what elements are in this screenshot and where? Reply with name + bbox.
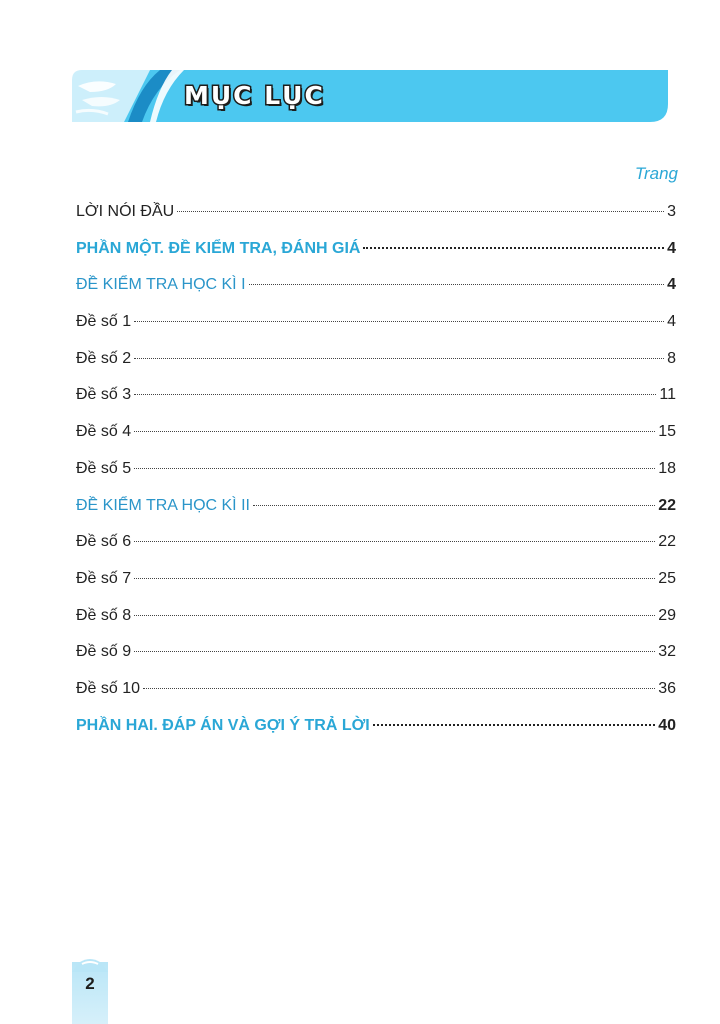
dot-leader [363,247,664,249]
dot-leader [177,211,664,212]
toc-entry-title: ĐỀ KIỂM TRA HỌC KÌ I [76,276,246,294]
toc-entry [76,602,676,639]
toc-entry [76,235,676,272]
dot-leader [253,505,655,506]
toc-entry-page: 4 [667,276,676,294]
dot-leader [143,688,655,689]
dot-leader [134,431,655,432]
dot-leader [134,615,655,616]
toc-entry [76,271,676,308]
toc-entry [76,565,676,602]
toc-entry [76,492,676,529]
toc-entry [76,528,676,565]
toc-entry-page: 22 [658,533,676,551]
page-title: MỤC LỤC [184,81,325,110]
toc-entry-title: Đề số 2 [76,349,132,367]
header-banner [72,70,668,122]
toc-entry-page: 3 [667,203,676,220]
toc-entry-title: Đề số 3 [76,386,132,404]
page-column-label: Trang [634,164,678,183]
tab-notch-shape [72,958,108,972]
toc-entry-page: 8 [667,349,676,367]
toc-entry-page: 25 [658,569,676,587]
toc-entry-page: 4 [667,313,676,331]
toc-entry-page: 22 [658,496,676,514]
toc-entry [76,418,676,455]
page-number: 2 [85,974,95,993]
toc-entry-title: Đề số 6 [76,533,132,551]
toc-entry-title: Đề số 9 [76,643,132,661]
toc-entry [76,455,676,492]
toc-entry-title: Đề số 10 [76,679,141,697]
toc-entry-title: Đề số 5 [76,459,132,477]
toc-entry-page: 40 [658,716,676,734]
toc-entry-title: Đề số 4 [76,423,132,441]
dot-leader [134,394,656,395]
toc-entry [76,675,676,712]
toc-entry [76,345,676,382]
toc-entry-title: LỜI NÓI ĐẦU [76,203,175,220]
toc-entry-title: PHẦN MỘT. ĐỀ KIỂM TRA, ĐÁNH GIÁ [76,239,361,257]
toc-entry [76,198,676,235]
dot-leader [373,724,656,726]
toc-entry-title: Đề số 7 [76,569,132,587]
dot-leader [134,541,655,542]
toc-entry-title: PHẦN HAI. ĐÁP ÁN VÀ GỢI Ý TRẢ LỜI [76,716,370,734]
dot-leader [134,468,655,469]
toc-entry [76,308,676,345]
dot-leader [134,358,664,359]
dot-leader [134,651,655,652]
dot-leader [134,321,664,322]
dot-leader [134,578,655,579]
table-of-contents [76,198,676,748]
toc-entry-title: Đề số 8 [76,606,132,624]
toc-entry-page: 32 [658,643,676,661]
toc-entry [76,381,676,418]
toc-entry-page: 11 [659,386,676,404]
toc-entry-page: 18 [658,459,676,477]
toc-entry-title: Đề số 1 [76,313,132,331]
toc-entry-page: 15 [658,423,676,441]
page-number-tab [72,962,108,1024]
toc-entry-page: 29 [658,606,676,624]
toc-entry-page: 4 [667,239,676,257]
dot-leader [249,284,665,285]
toc-entry-page: 36 [658,679,676,697]
banner-shape [72,70,668,122]
toc-entry [76,712,676,749]
toc-entry [76,638,676,675]
toc-entry-title: ĐỀ KIỂM TRA HỌC KÌ II [76,496,250,514]
